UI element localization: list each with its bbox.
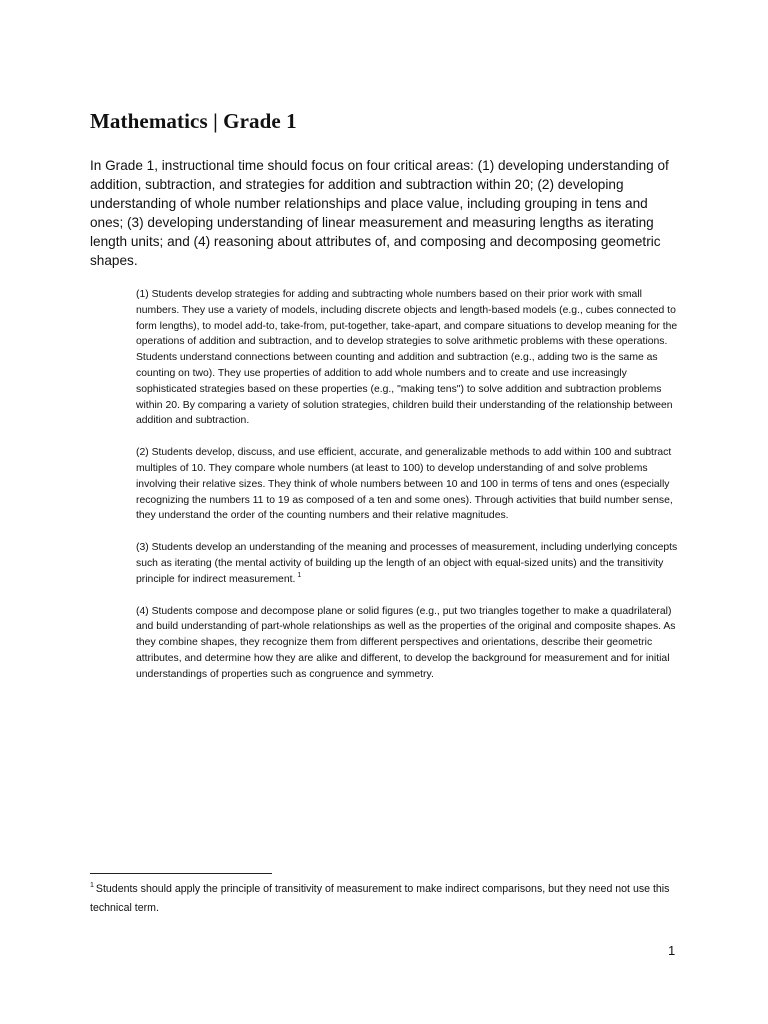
footnote-text: Students should apply the principle of transitivity of measurement to make indirect comparisons, but they need not use this technical term. xyxy=(90,883,670,914)
critical-area-1 xyxy=(136,287,681,429)
critical-area-1-text: (1) Students develop strategies for adding and subtracting whole numbers based on their prior work with small numbers. They use a variety of models, including discrete objects and length-based models (e.g., cubes connected to form lengths), to model add-to, take-from, put-together, take-apart, and compare situations to develop meaning for the operations of addition and subtraction, and to develop strategies to solve arithmetic problems with these operations. Students understand connections between counting and addition and subtraction (e.g., adding two is the same as counting on two). They use properties of addition to add whole numbers and to create and use increasingly sophisticated strategies based on these properties (e.g., "making tens") to solve addition and subtraction problems within 20. By comparing a variety of solution strategies, children build their understanding of the relationship between addition and subtraction. xyxy=(136,289,678,427)
footnote-separator xyxy=(90,873,272,874)
footnote xyxy=(90,880,680,918)
intro-paragraph: In Grade 1, instructional time should focus on four critical areas: (1) developing understanding of addition, subtraction, and strategies for addition and subtraction within 20; (2) developing understanding of whole number relationships and place value, including grouping in tens and ones; (3) developing understanding of linear measurement and measuring lengths as iterating length units; and (4) reasoning about attributes of, and composing and decomposing geometric shapes. xyxy=(90,158,669,268)
page-number: 1 xyxy=(668,943,676,958)
critical-area-3 xyxy=(136,540,681,587)
footnote-reference[interactable]: 1 xyxy=(297,572,302,580)
page-title: Mathematics | Grade 1 xyxy=(90,109,297,133)
critical-area-4 xyxy=(136,604,681,683)
critical-area-2 xyxy=(136,445,681,524)
critical-areas-list xyxy=(136,287,681,699)
critical-area-3-text: (3) Students develop an understanding of the meaning and processes of measurement, including underlying concepts such as iterating (the mental activity of building up the length of an object with equal-sized units) and the transitivity principle for indirect measurement. xyxy=(136,542,678,585)
critical-area-2-text: (2) Students develop, discuss, and use efficient, accurate, and generalizable methods to add within 100 and subtract multiples of 10. They compare whole numbers (at least to 100) to develop understanding of and solve problems involving their relative sizes. They think of whole numbers between 10 and 100 in terms of tens and ones (especially recognizing the numbers 11 to 19 as composed of a ten and some ones). Through activities that build number sense, they understand the order of the counting numbers and their relative magnitudes. xyxy=(136,447,673,522)
critical-area-4-text: (4) Students compose and decompose plane or solid figures (e.g., put two triangles together to make a quadrilateral) and build understanding of part-whole relationships as well as the properties of the original and composite shapes. As they combine shapes, they recognize them from different perspectives and orientations, describe their geometric attributes, and determine how they are alike and different, to develop the background for measurement and for initial understandings of properties such as congruence and symmetry. xyxy=(136,605,676,680)
footnote-marker: 1 xyxy=(90,882,94,890)
